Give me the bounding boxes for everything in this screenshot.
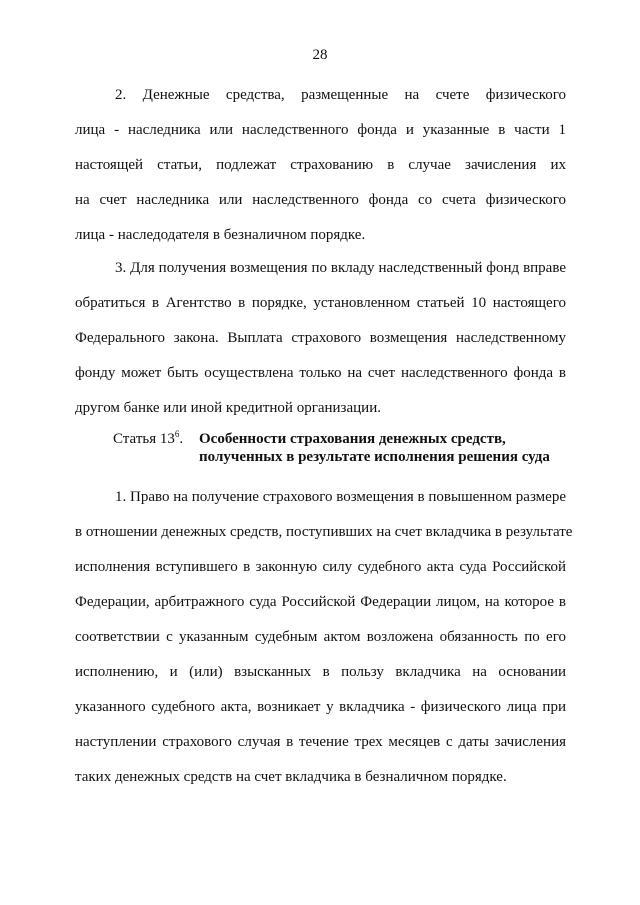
paragraph-3 [75,259,566,434]
text-line: фонду может быть осуществлена только на счет наследственного фонда в [75,365,566,381]
text-line: 2. Денежные средства, размещенные на счете физического [115,87,566,103]
article-title-line: полученных в результате исполнения решения суда [199,449,550,465]
text-line: соответствии с указанным судебным актом возложена обязанность по его [75,629,566,645]
text-line: 1. Право на получение страхового возмещения в повышенном размере [115,489,566,505]
article-label [113,430,183,448]
text-line: на счет наследника или наследственного фонда со счета физического [75,192,566,208]
text-line: указанного судебного акта, возникает у вкладчика - физического лица при [75,699,566,715]
paragraph-2 [75,86,566,261]
text-line: в отношении денежных средств, поступивших на счет вкладчика в результате [75,524,573,540]
page-number: 28 [312,47,328,63]
text-line: таких денежных средств на счет вкладчика в безналичном порядке. [75,769,507,785]
article-label-superscript: 6 [174,429,180,439]
article-title [199,430,550,466]
text-line: исполнению, и (или) взысканных в пользу вкладчика на основании [75,664,566,680]
text-line: наступлении страхового случая в течение трех месяцев с даты зачисления [75,734,566,750]
text-line: настоящей статьи, подлежат страхованию в случае зачисления их [75,157,566,173]
text-line: другом банке или иной кредитной организации. [75,400,381,416]
text-line: лица - наследодателя в безналичном порядке. [75,227,366,243]
text-line: обратиться в Агентство в порядке, установленном статьей 10 настоящего [75,295,566,311]
text-line: исполнения вступившего в законную силу судебного акта суда Российской [75,559,566,575]
article-label-prefix: Статья 13 [113,431,175,447]
article-title-line: Особенности страхования денежных средств, [199,431,506,447]
article-paragraph-1 [75,488,573,803]
text-line: Федерального закона. Выплата страхового возмещения наследственному [75,330,566,346]
text-line: 3. Для получения возмещения по вкладу наследственный фонд вправе [115,260,566,276]
text-line: лица - наследника или наследственного фонда и указанные в части 1 [75,122,566,138]
article-label-suffix: . [179,431,184,447]
text-line: Федерации, арбитражного суда Российской Федерации лицом, на которое в [75,594,566,610]
